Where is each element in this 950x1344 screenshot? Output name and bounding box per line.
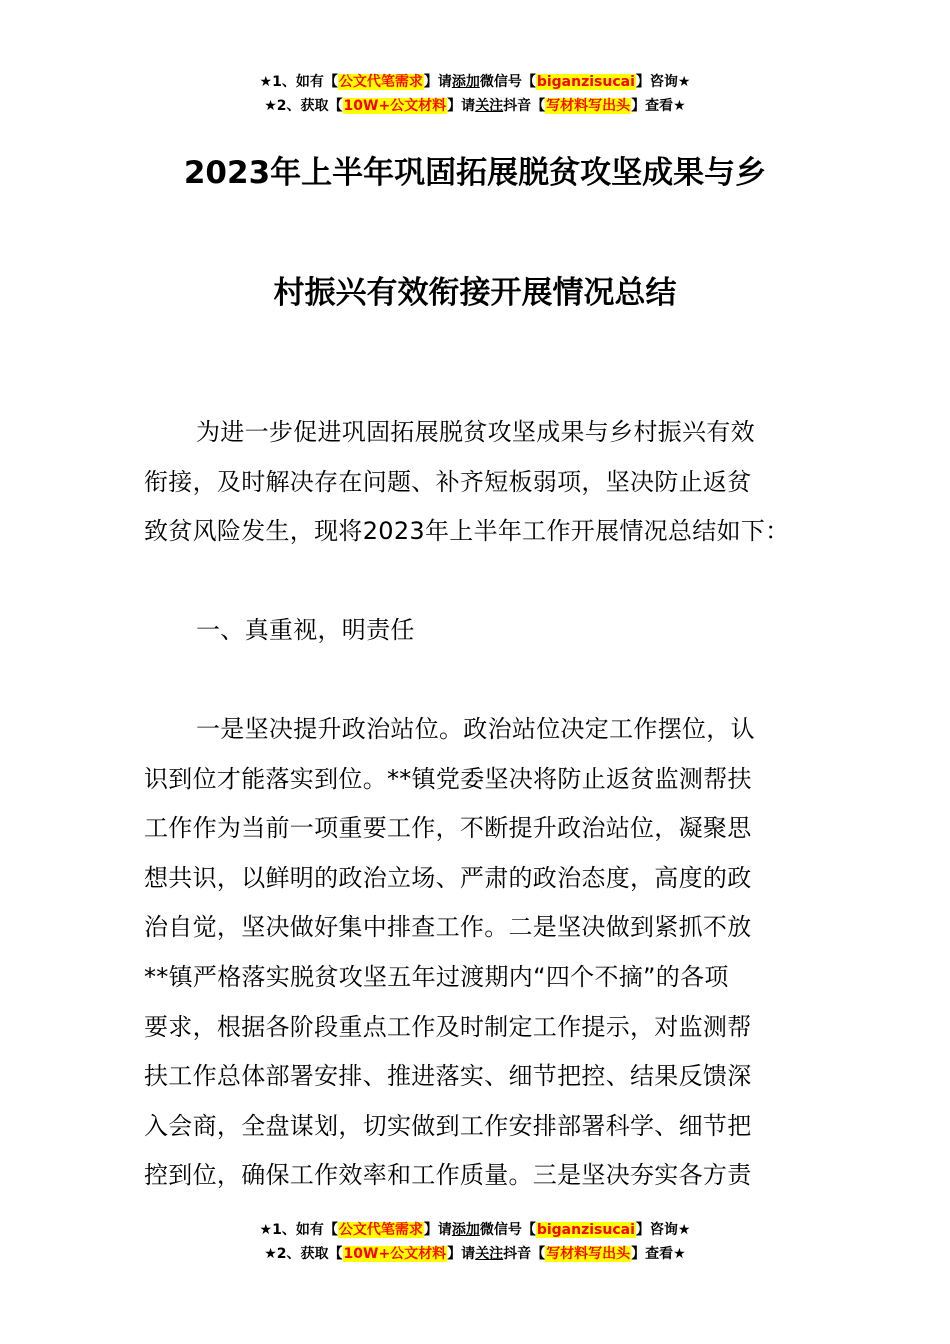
highlight-text: 10W+公文材料 [343,1246,447,1262]
text-line: 识到位才能落实到位。**镇党委坚决将防止返贫监测帮扶 [144,764,752,793]
banner-text: ★2、获取【 [264,1246,343,1262]
text-line: 为进一步促进巩固拓展脱贫攻坚成果与乡村振兴有效 [196,418,755,446]
banner-text: 】请 [447,1246,476,1262]
banner-text: 】咨询★ [635,1222,691,1238]
banner-line-1 [0,70,950,94]
highlight-text: 公文代笔需求 [338,1222,423,1238]
banner-text: 抖音【 [503,1246,546,1262]
underlined-text: 添加 [451,1222,480,1238]
underlined-text: 添加 [451,74,480,90]
banner-text: 微信号【 [479,74,536,90]
text-line: 要求，根据各阶段重点工作及时制定工作提示，对监测帮 [144,1012,752,1041]
highlight-text: biganzisucai [536,74,635,90]
banner-text: ★1、如有【 [259,1222,338,1238]
banner-line-2 [0,1242,950,1266]
banner-text: ★2、获取【 [264,98,343,114]
highlight-text: biganzisucai [536,1222,635,1238]
highlight-text: 写材料写出头 [546,98,631,114]
text-line: 入会商，全盘谋划，切实做到工作安排部署科学、细节把 [144,1111,752,1140]
text-line: 工作作为当前一项重要工作，不断提升政治站位，凝聚思 [144,814,752,843]
document-title-line-1: 2023年上半年巩固拓展脱贫攻坚成果与乡 [183,155,767,191]
intro-paragraph [144,408,824,557]
section-heading [144,606,824,656]
banner-text: 】请 [423,1222,452,1238]
banner-text: ★1、如有【 [259,74,338,90]
banner-text: 】请 [447,98,476,114]
banner-text: 抖音【 [503,98,546,114]
banner-line-1 [0,1218,950,1242]
underlined-text: 关注 [475,1246,504,1262]
banner-text: 】请 [423,74,452,90]
header-banner [0,70,950,118]
banner-text: 微信号【 [479,1222,536,1238]
text-line: **镇严格落实脱贫攻坚五年过渡期内“四个不摘”的各项 [144,962,729,991]
text-line: 治自觉，坚决做好集中排查工作。二是坚决做到紧抓不放 [144,913,752,942]
banner-text: 】查看★ [631,1246,686,1262]
text-line: 扶工作总体部署安排、推进落实、细节把控、结果反馈深 [144,1062,752,1091]
banner-text: 】查看★ [631,98,686,114]
document-title-line-2: 村振兴有效衔接开展情况总结 [273,275,677,311]
banner-text: 】咨询★ [635,74,691,90]
footer-banner [0,1218,950,1266]
banner-line-2 [0,94,950,118]
text-line: 想共识，以鲜明的政治立场、严肃的政治态度，高度的政 [144,863,752,892]
underlined-text: 关注 [475,98,504,114]
highlight-text: 写材料写出头 [546,1246,631,1262]
section-heading-text: 一、真重视，明责任 [196,616,415,644]
highlight-text: 公文代笔需求 [338,74,423,90]
text-line: 致贫风险发生，现将2023年上半年工作开展情况总结如下： [144,517,790,546]
section-paragraph [144,705,824,1201]
text-line: 衔接，及时解决存在问题、补齐短板弱项，坚决防止返贫 [144,467,752,496]
highlight-text: 10W+公文材料 [343,98,447,114]
text-line: 一是坚决提升政治站位。政治站位决定工作摆位，认 [196,715,755,743]
text-line: 控到位，确保工作效率和工作质量。三是坚决夯实各方责 [144,1161,752,1190]
